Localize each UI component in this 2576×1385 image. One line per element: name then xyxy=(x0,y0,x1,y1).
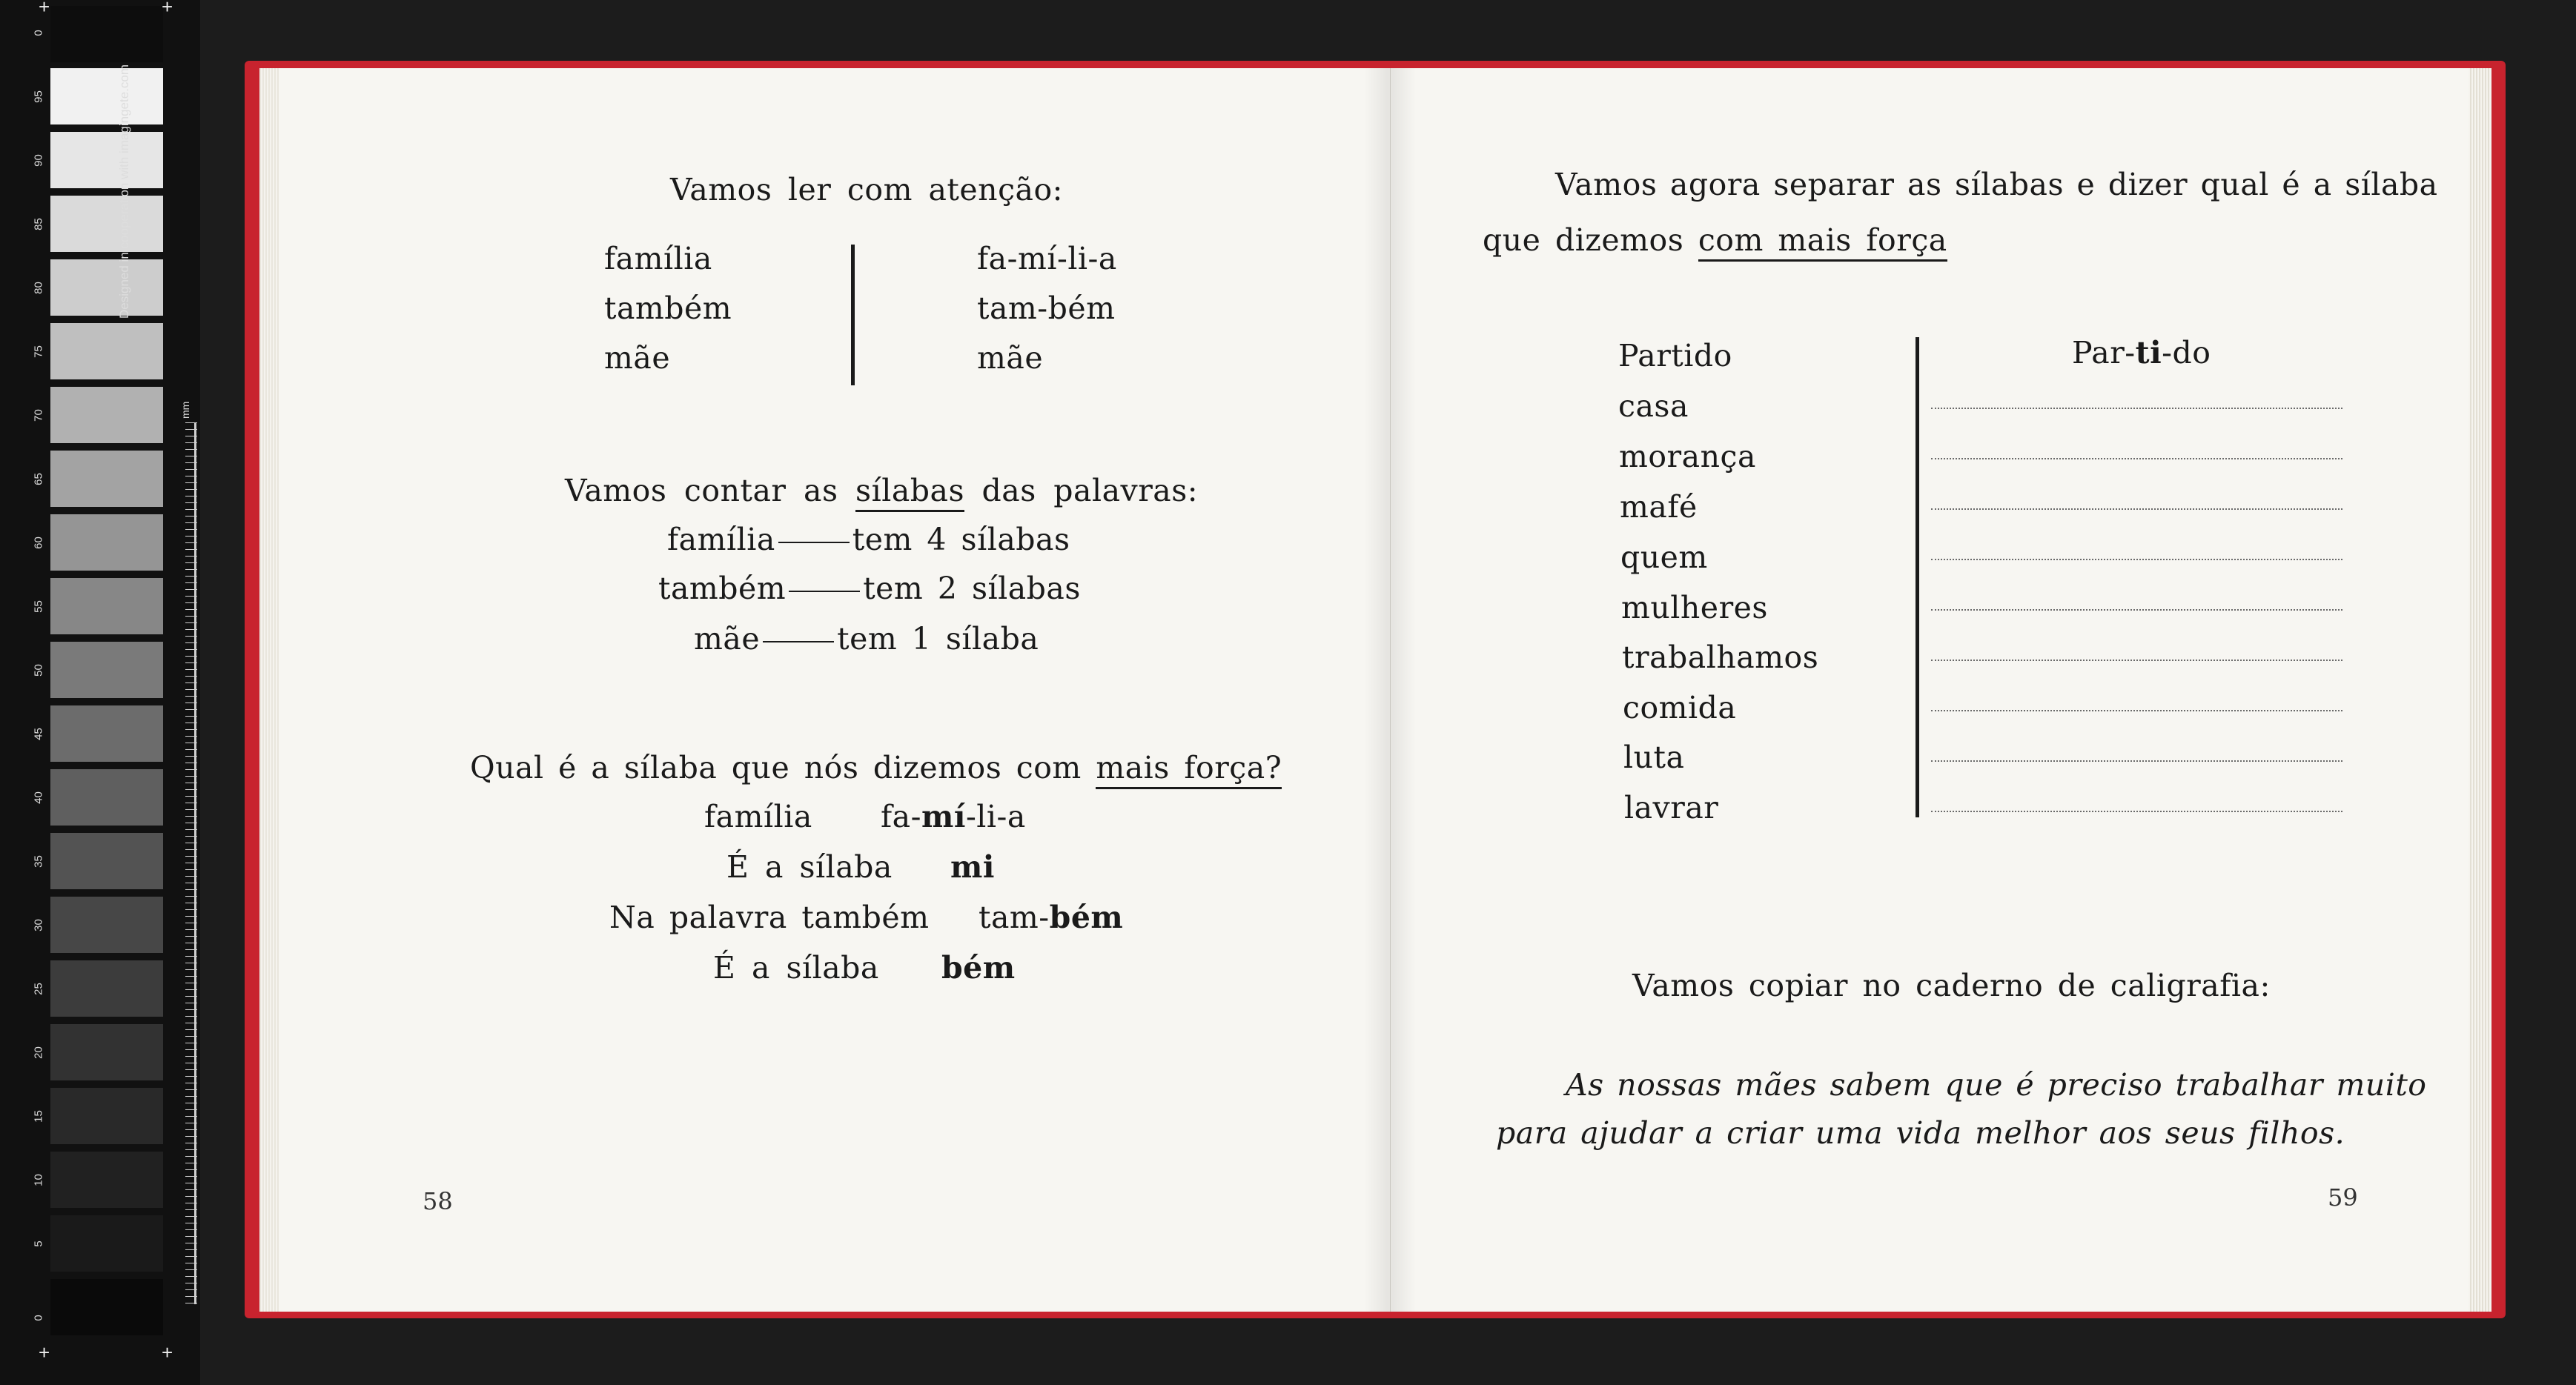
word-list-item: casa xyxy=(1618,388,1689,424)
scale-label: 45 xyxy=(32,728,45,740)
gray-patch xyxy=(50,323,163,379)
question-start: Qual é a sílaba que nós dizemos com xyxy=(470,750,1096,786)
writing-line xyxy=(1931,660,2342,661)
question-text xyxy=(470,750,1282,786)
answer-label: É a sílaba xyxy=(713,950,879,986)
syllable: fa- xyxy=(881,799,921,834)
separate-instruction-2 xyxy=(1483,222,1947,258)
count-word: também xyxy=(658,571,787,606)
scale-label: 65 xyxy=(32,473,45,485)
syllable: -do xyxy=(2162,335,2211,371)
answer-label: É a sílaba xyxy=(726,849,893,885)
writing-line xyxy=(1931,408,2342,409)
crosshair-mark: + xyxy=(162,0,173,18)
word-list-item: Partido xyxy=(1618,338,1732,373)
writing-line xyxy=(1931,559,2342,560)
scale-label: 25 xyxy=(32,983,45,995)
page-number-right: 59 xyxy=(2328,1183,2358,1212)
gray-patch xyxy=(50,259,163,316)
stressed-syllable: mí xyxy=(921,799,966,834)
count-text: tem 4 sílabas xyxy=(852,522,1070,557)
writing-line xyxy=(1931,710,2342,711)
gray-patch xyxy=(50,1215,163,1272)
split-mae: mãe xyxy=(977,340,1044,376)
gray-patch xyxy=(50,833,163,889)
count-heading-start: Vamos contar as xyxy=(565,473,856,508)
count-text: tem 1 sílaba xyxy=(837,621,1039,657)
strip-credit-text: Designed in cooperation with imagingete.com xyxy=(117,64,131,319)
scale-label: 35 xyxy=(32,855,45,868)
word-list-item: lavrar xyxy=(1624,790,1719,826)
gray-patch xyxy=(50,514,163,571)
scale-label: 90 xyxy=(32,154,45,167)
word-list-item: mulheres xyxy=(1621,590,1768,625)
syllable: -li-a xyxy=(965,799,1026,834)
gray-patch xyxy=(50,642,163,698)
writing-line xyxy=(1931,609,2342,611)
crosshair-mark: + xyxy=(39,0,50,18)
mm-ruler-line xyxy=(194,422,196,1304)
count-row xyxy=(694,621,1039,657)
gray-patch xyxy=(50,769,163,826)
scale-label: 60 xyxy=(32,537,45,549)
word-list-item: comida xyxy=(1623,690,1737,725)
instruction-start: que dizemos xyxy=(1483,222,1698,258)
copy-sentence-line-2: para ajudar a criar uma vida melhor aos seus filhos. xyxy=(1496,1115,2345,1151)
example-word: família xyxy=(704,799,812,834)
scale-label: 20 xyxy=(32,1046,45,1059)
underlined-silabas: sílabas xyxy=(855,473,964,512)
scale-label: 80 xyxy=(32,282,45,294)
scale-label: 85 xyxy=(32,218,45,230)
split-tambem: tam-bém xyxy=(977,290,1116,326)
writing-line xyxy=(1931,760,2342,762)
stressed-syllable: ti xyxy=(2135,335,2162,371)
scale-label: 70 xyxy=(32,409,45,422)
stressed-syllable: bém xyxy=(1049,900,1124,935)
word-list-item: trabalhamos xyxy=(1622,640,1819,675)
gray-patch xyxy=(50,387,163,443)
writing-line xyxy=(1931,458,2342,459)
gray-patch xyxy=(50,1152,163,1208)
gray-patch xyxy=(50,6,163,62)
scale-label: 5 xyxy=(32,1240,45,1247)
split-familia: fa-mí-li-a xyxy=(977,241,1117,276)
book-gutter xyxy=(1364,68,1416,1312)
scale-label: 50 xyxy=(32,664,45,677)
underlined-mais-forca: mais força? xyxy=(1096,750,1282,789)
strip-unit-label: mm xyxy=(179,401,191,419)
word-list-item: morança xyxy=(1619,439,1756,474)
dash-connector xyxy=(778,542,850,543)
count-heading xyxy=(565,473,1198,508)
crosshair-mark: + xyxy=(39,1341,50,1364)
count-text: tem 2 sílabas xyxy=(863,571,1081,606)
word-mae: mãe xyxy=(604,340,671,376)
syllable: tam- xyxy=(979,900,1050,935)
gray-patch xyxy=(50,1024,163,1080)
left-page xyxy=(259,68,1391,1312)
gray-patch xyxy=(50,196,163,252)
gray-patch xyxy=(50,705,163,762)
syllable: Par- xyxy=(2072,335,2136,371)
example-answer xyxy=(2072,335,2211,371)
word-list-item: mafé xyxy=(1620,489,1698,525)
word-list-item: luta xyxy=(1623,740,1685,775)
scale-label: 15 xyxy=(32,1110,45,1123)
count-word: família xyxy=(667,522,775,557)
gray-patch xyxy=(50,578,163,634)
divider-line xyxy=(851,245,855,385)
scale-label: 10 xyxy=(32,1174,45,1186)
dash-connector xyxy=(763,641,834,642)
copy-sentence-line-1: As nossas mães sabem que é preciso trabalhar muito xyxy=(1566,1067,2427,1103)
underlined-com-mais-forca: com mais força xyxy=(1698,222,1947,262)
answer-syllable: mi xyxy=(950,849,995,885)
scale-label: 30 xyxy=(32,919,45,931)
count-word: mãe xyxy=(694,621,761,657)
count-row xyxy=(658,571,1081,606)
example-split xyxy=(881,799,1026,834)
writing-line xyxy=(1931,811,2342,812)
dash-connector xyxy=(789,591,860,592)
page-edges xyxy=(259,68,279,1312)
copy-heading: Vamos copiar no caderno de caligrafia: xyxy=(1632,968,2271,1003)
page-edges xyxy=(2469,68,2491,1312)
scale-label: 75 xyxy=(32,345,45,358)
scale-label: 55 xyxy=(32,600,45,613)
gray-patch xyxy=(50,1088,163,1144)
example-split xyxy=(979,900,1123,935)
scale-label: 0 xyxy=(32,1315,45,1321)
divider-line xyxy=(1916,337,1919,817)
word-list-item: quem xyxy=(1620,539,1708,575)
answer-syllable: bém xyxy=(941,950,1016,986)
count-heading-end: das palavras: xyxy=(964,473,1199,508)
gray-patch xyxy=(50,132,163,188)
word-familia: família xyxy=(604,241,712,276)
writing-line xyxy=(1931,508,2342,510)
example-word: Na palavra também xyxy=(609,900,930,935)
count-row xyxy=(667,522,1070,557)
separate-instruction: Vamos agora separar as sílabas e dizer qual é a sílaba xyxy=(1555,167,2438,202)
page-number-left: 58 xyxy=(423,1187,453,1215)
crosshair-mark: + xyxy=(162,1341,173,1364)
scale-label: 40 xyxy=(32,791,45,804)
gray-patch xyxy=(50,960,163,1017)
gray-patch xyxy=(50,1279,163,1335)
gray-patch xyxy=(50,451,163,507)
gray-patch xyxy=(50,897,163,953)
word-tambem: também xyxy=(604,290,732,326)
color-calibration-strip xyxy=(0,0,200,1385)
scale-label: 0 xyxy=(32,30,45,36)
scale-label: 95 xyxy=(32,90,45,103)
gray-patch xyxy=(50,68,163,124)
read-instruction: Vamos ler com atenção: xyxy=(670,172,1063,207)
